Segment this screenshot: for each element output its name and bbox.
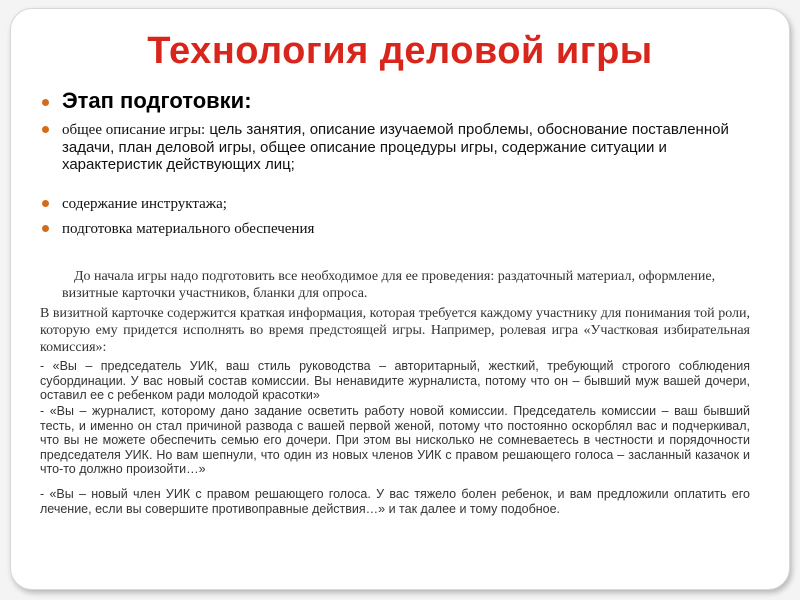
paragraph-business-card: В визитной карточке содержится краткая информация, которая требуется каждому участнику для понимания той роли, которую ему придется исполнять во время предстоящей игры. Например, ролевая игра «Участковая избирательная комиссия»: xyxy=(40,306,750,355)
role-quote-journalist: - «Вы – журналист, которому дано задание осветить работу новой комиссии. Председатель комиссии – ваш бывший тесть, и именно он стал причиной развода с вашей первой женой, потому что постоянно оскорблял вас и подчеркивал, что вы не можете обеспечить семью его дочери. При этом вы нисколько не сомневаетесь в честности и порядочности председателя УИК. Но вам шепнули, что один из новых членов УИК с правом решающего голоса – засланный казачок и что-то должно произойти…» xyxy=(40,404,750,476)
stage-heading: Этап подготовки: xyxy=(62,88,252,113)
role-quote-chairman: - «Вы – председатель УИК, ваш стиль руководства – авторитарный, жесткий, требующий строгого соблюдения субординации. У вас новый состав комиссии. Вы ненавидите журналиста, потому что он – бывший муж вашей дочери, оставил ее с ребенком ради молодой красотки» xyxy=(40,359,750,402)
list-item: подготовка материального обеспечения xyxy=(62,221,315,237)
bullet-dot-icon xyxy=(42,225,49,232)
bullet-dot-icon xyxy=(42,200,49,207)
list-item xyxy=(62,121,762,173)
role-quote-member: - «Вы – новый член УИК с правом решающего голоса. У вас тяжело болен ребенок, и вам предложили оплатить его лечение, если вы совершите противоправные действия…» и так далее и тому подобное. xyxy=(40,487,750,516)
bullet-dot-icon xyxy=(42,99,49,106)
list-item: содержание инструктажа; xyxy=(62,196,227,212)
list-item-text: цель занятия, описание изучаемой проблемы, обоснование поставленной задачи, план деловой игры, общее описание процедуры игры, содержание ситуации и характеристик действующих лиц; xyxy=(62,121,729,173)
list-item-lead: общее описание игры: xyxy=(62,122,206,138)
slide-title: Технология деловой игры xyxy=(147,30,653,72)
bullet-dot-icon xyxy=(42,126,49,133)
paragraph-preparation: До начала игры надо подготовить все необходимое для ее проведения: раздаточный материал, оформление, визитные карточки участников, бланки для опроса. xyxy=(62,269,716,301)
